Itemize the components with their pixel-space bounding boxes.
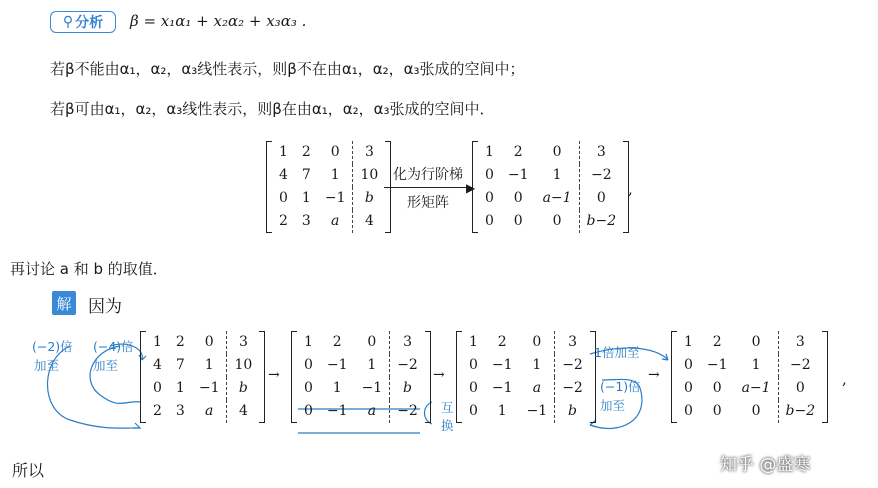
matrix-row (146, 377, 259, 400)
matrix-cell: a−1 (542, 190, 572, 206)
matrix-row (297, 331, 425, 354)
step-arrow-2: → (433, 367, 445, 383)
matrix-cell: b−2 (579, 210, 623, 233)
matrix-row (677, 400, 822, 423)
solution-matrix-2 (297, 331, 425, 423)
matrix-cell: 1 (175, 380, 185, 396)
left-bracket (671, 331, 677, 423)
solution-matrix-4 (677, 331, 822, 423)
matrix-cell: 1 (684, 334, 693, 350)
matrix-cell: 3 (579, 141, 623, 164)
left-bracket (140, 331, 146, 423)
matrix-cell: 0 (532, 334, 542, 350)
matrix-row (478, 164, 623, 187)
matrix-cell: 10 (227, 354, 259, 377)
matrix-cell: 0 (204, 334, 214, 350)
matrix-cell: 2 (175, 334, 185, 350)
solution-matrix-1 (146, 331, 259, 423)
matrix-cell: −1 (198, 380, 220, 396)
watermark: 知乎 @盛寒 (720, 455, 811, 475)
annotation-swap-2: 换 (441, 418, 454, 433)
matrix-cell: 3 (778, 331, 822, 354)
matrix-cell: 2 (279, 213, 288, 229)
matrix-cell: 3 (227, 331, 259, 354)
matrix-row (146, 331, 259, 354)
matrix-cell: 4 (279, 167, 288, 183)
matrix-row (272, 141, 385, 164)
matrix-cell: 4 (353, 210, 385, 233)
right-bracket (259, 331, 265, 423)
trailing-comma: , (628, 180, 633, 198)
matrix-row (677, 331, 822, 354)
matrix-cell: 10 (353, 164, 385, 187)
matrix-row (297, 400, 425, 423)
matrix-row (677, 377, 822, 400)
matrix-cell: 3 (353, 141, 385, 164)
matrix-row (297, 377, 425, 400)
annotation-minus1-times: (−1)倍 (600, 379, 641, 394)
matrix-cell: 1 (532, 357, 542, 373)
solution-badge: 解 (52, 291, 76, 315)
matrix-row (462, 400, 590, 423)
solution-conclusion: 所以 (12, 461, 45, 480)
matrix-cell: a (367, 403, 377, 419)
matrix-cell: 0 (778, 377, 822, 400)
matrix-cell: 0 (304, 357, 313, 373)
matrix-cell: a (330, 213, 340, 229)
matrix-cell: 0 (469, 357, 478, 373)
matrix-cell: 0 (712, 380, 722, 396)
annotation-add-to-1: 加至 (34, 358, 60, 373)
transform-arrow (384, 187, 472, 188)
annotation-1-times-add: 1倍加至 (594, 345, 640, 360)
left-bracket (266, 141, 272, 233)
matrix-cell: 3 (390, 331, 425, 354)
right-bracket (425, 331, 431, 423)
annotation-add-to-2: 加至 (93, 358, 119, 373)
matrix-cell: 0 (684, 357, 693, 373)
matrix-row-echelon (478, 141, 623, 233)
matrix-cell: 2 (153, 403, 162, 419)
matrix-cell: −1 (326, 403, 348, 419)
matrix-cell: 1 (301, 190, 311, 206)
matrix-cell: −1 (326, 357, 348, 373)
matrix-cell: 0 (330, 144, 340, 160)
matrix-cell: 0 (751, 403, 761, 419)
right-bracket (822, 331, 828, 423)
matrix-cell: 1 (485, 144, 494, 160)
annotation-add-to-3: 加至 (600, 398, 626, 413)
matrix-cell: a (204, 403, 214, 419)
solution-matrix-3 (462, 331, 590, 423)
matrix-cell: 0 (513, 213, 523, 229)
matrix-cell: b−2 (778, 400, 822, 423)
matrix-cell: 4 (227, 400, 259, 423)
matrix-row (146, 400, 259, 423)
matrix-cell: 0 (552, 144, 562, 160)
matrix-cell: 1 (330, 167, 340, 183)
arc-arrow-row1-to-row2 (90, 346, 140, 403)
matrix-cell: 1 (497, 403, 507, 419)
step-arrow-1: → (268, 367, 280, 383)
annotation-minus2-times: (−2)倍 (32, 339, 73, 354)
step-arrow-3: → (648, 367, 660, 383)
matrix-row (272, 164, 385, 187)
matrix-row (297, 354, 425, 377)
matrix-row (146, 354, 259, 377)
analysis-formula: β = x₁α₁ + x₂α₂ + x₃α₃ . (130, 12, 307, 30)
matrix-cell: 1 (153, 334, 162, 350)
arrow-label-top: 化为行阶梯 (393, 167, 463, 183)
matrix-cell: −1 (361, 380, 383, 396)
matrix-cell: 0 (304, 380, 313, 396)
matrix-cell: 0 (552, 213, 562, 229)
matrix-cell: 0 (684, 380, 693, 396)
analysis-badge (50, 11, 116, 33)
matrix-cell: 0 (684, 403, 693, 419)
matrix-cell: 0 (485, 213, 494, 229)
left-bracket (472, 141, 478, 233)
left-bracket (291, 331, 297, 423)
matrix-cell: 7 (301, 167, 311, 183)
matrix-cell: 0 (304, 403, 313, 419)
matrix-cell: 0 (469, 380, 478, 396)
matrix-cell: −2 (778, 354, 822, 377)
arrow-head-icon: ▶ (466, 181, 476, 195)
matrix-cell: 2 (513, 144, 523, 160)
matrix-cell: 0 (485, 190, 494, 206)
matrix-cell: 1 (304, 334, 313, 350)
matrix-cell: a (532, 380, 542, 396)
matrix-cell: 2 (332, 334, 342, 350)
matrix-cell: 0 (469, 403, 478, 419)
matrix-row (478, 210, 623, 233)
matrix-cell: −2 (555, 354, 590, 377)
matrix-cell: b (555, 400, 590, 423)
matrix-cell: 1 (204, 357, 214, 373)
matrix-cell: 0 (153, 380, 162, 396)
arc-arrow-row1-to-row4 (48, 346, 141, 428)
matrix-cell: 1 (469, 334, 478, 350)
matrix-cell: 1 (279, 144, 288, 160)
matrix-cell: b (390, 377, 425, 400)
matrix-cell: 2 (497, 334, 507, 350)
matrix-cell: 1 (367, 357, 377, 373)
matrix-cell: −1 (491, 357, 513, 373)
matrix-cell: −1 (491, 380, 513, 396)
matrix-cell: 0 (485, 167, 494, 183)
matrix-cell: 0 (751, 334, 761, 350)
matrix-cell: −2 (390, 400, 425, 423)
matrix-cell: −1 (507, 167, 529, 183)
matrix-cell: 7 (175, 357, 185, 373)
arrow-label-bottom: 形矩阵 (407, 195, 449, 211)
matrix-cell: 1 (751, 357, 761, 373)
matrix-cell: 4 (153, 357, 162, 373)
matrix-cell: 3 (175, 403, 185, 419)
matrix-cell: 1 (332, 380, 342, 396)
matrix-cell: −2 (555, 377, 590, 400)
matrix-cell: 3 (555, 331, 590, 354)
matrix-cell: 0 (579, 187, 623, 210)
matrix-row (272, 210, 385, 233)
matrix-row (478, 187, 623, 210)
matrix-cell: b (353, 187, 385, 210)
matrix-cell: −2 (579, 164, 623, 187)
matrix-row (478, 141, 623, 164)
matrix-row (462, 354, 590, 377)
matrix-cell: b (227, 377, 259, 400)
matrix-cell: 2 (301, 144, 311, 160)
left-bracket (456, 331, 462, 423)
matrix-cell: 0 (712, 403, 722, 419)
matrix-cell: 1 (552, 167, 562, 183)
matrix-cell: −1 (526, 403, 548, 419)
matrix-cell: 0 (513, 190, 523, 206)
matrix-cell: −1 (706, 357, 728, 373)
analysis-badge-label: 分析 (75, 15, 104, 31)
matrix-cell: 2 (712, 334, 722, 350)
matrix-augmented-original (272, 141, 385, 233)
discuss-line: 再讨论 a 和 b 的取值． (10, 260, 168, 278)
matrix-row (272, 187, 385, 210)
analysis-line-2: 若β可由α₁，α₂，α₃线性表示，则β在由α₁，α₂，α₃张成的空间中． (50, 100, 495, 118)
matrix-cell: −2 (390, 354, 425, 377)
matrix-cell: 0 (279, 190, 288, 206)
matrix-cell: a−1 (741, 380, 771, 396)
search-icon: ⚲ (62, 14, 74, 30)
matrix-row (462, 377, 590, 400)
analysis-line-1: 若β不能由α₁，α₂，α₃线性表示，则β不在由α₁，α₂，α₃张成的空间中； (50, 60, 525, 78)
annotation-minus4-times: (−4)倍 (93, 339, 134, 354)
solution-intro: 因为 (88, 297, 122, 317)
annotation-swap-1: 互 (441, 400, 454, 415)
matrix-cell: 0 (367, 334, 377, 350)
matrix-row (677, 354, 822, 377)
matrix-cell: −1 (324, 190, 346, 206)
solution-trailing-comma: , (842, 370, 847, 388)
matrix-cell: 3 (301, 213, 311, 229)
matrix-row (462, 331, 590, 354)
